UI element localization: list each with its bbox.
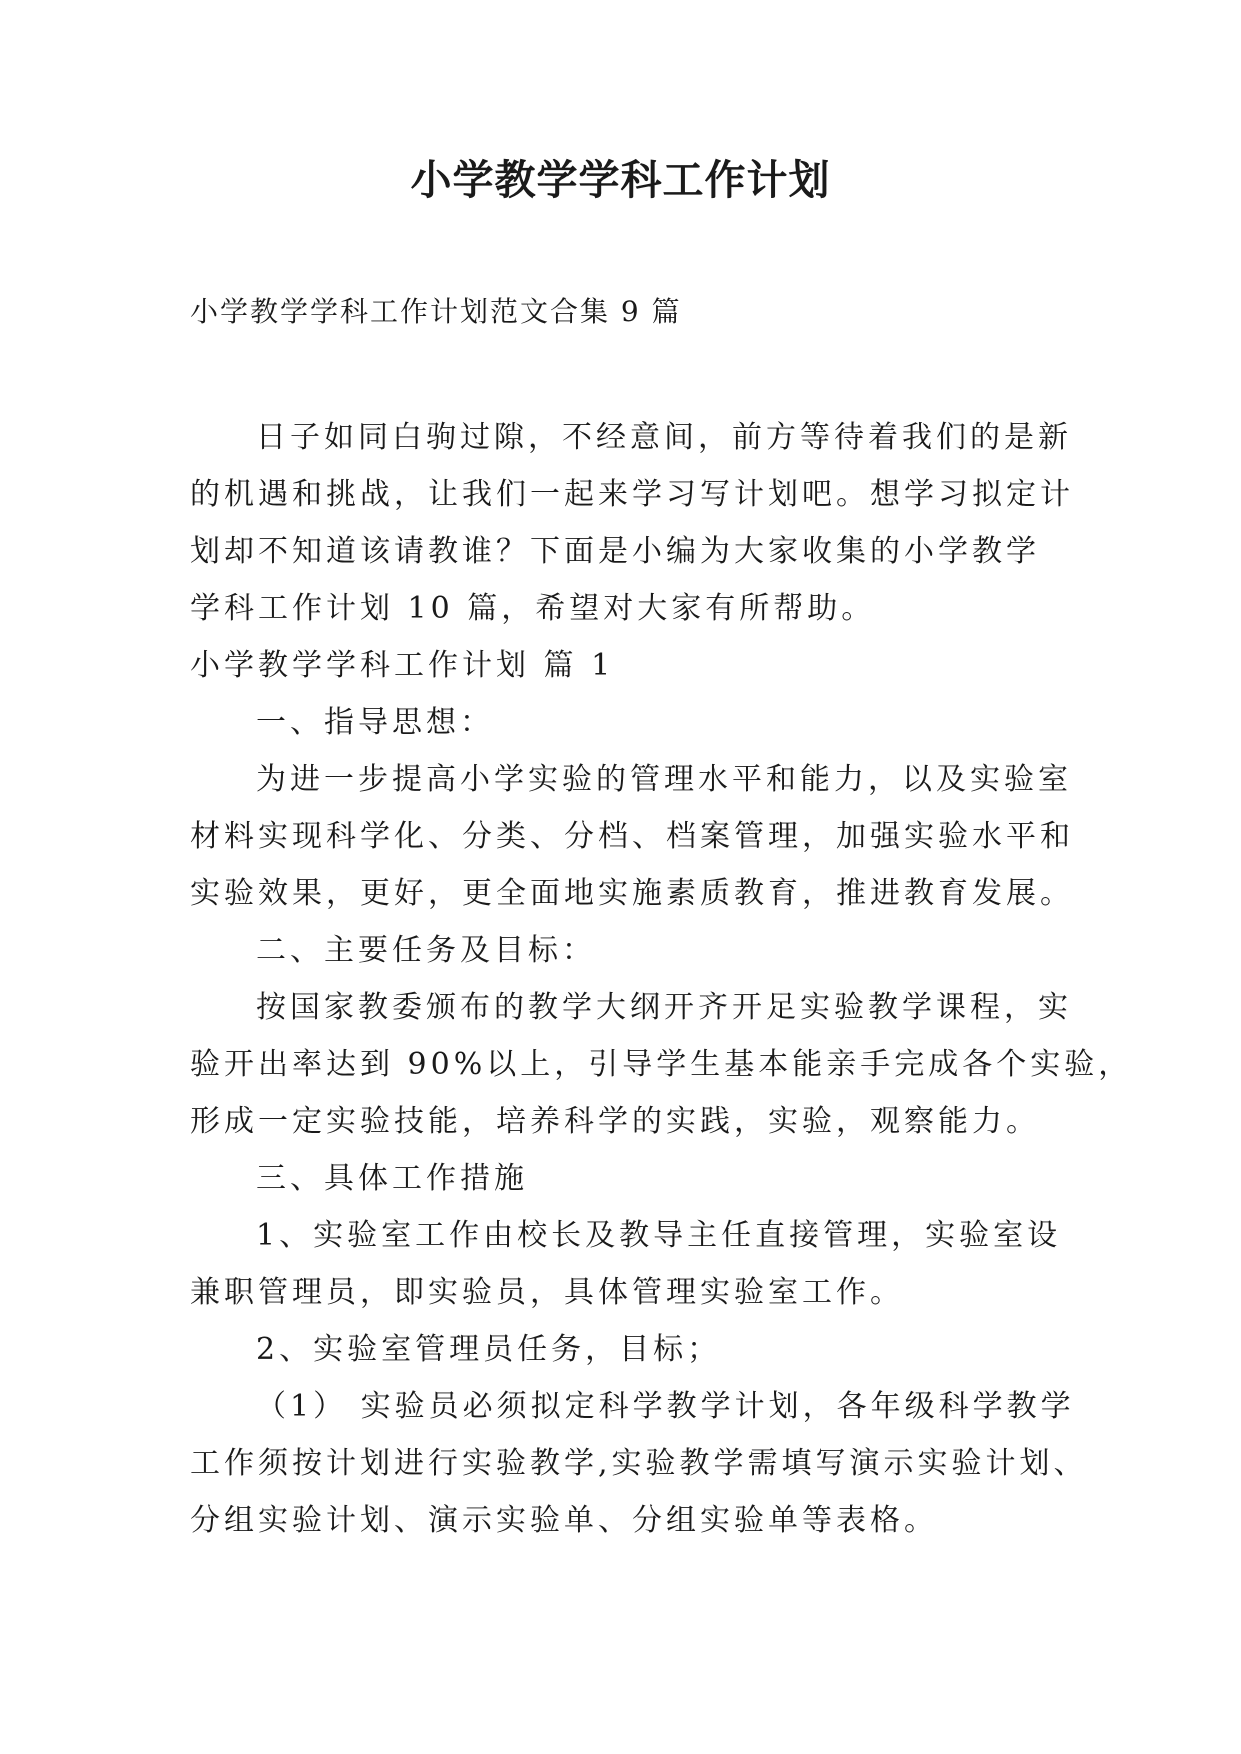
paragraph-line: 工作须按计划进行实验教学,实验教学需填写演示实验计划、 xyxy=(190,1446,1088,1481)
paragraph-line: 日子如同白驹过隙，不经意间，前方等待着我们的是新 xyxy=(256,420,1072,455)
paragraph-line: 兼职管理员，即实验员，具体管理实验室工作。 xyxy=(190,1275,904,1310)
paragraph-line: 实验效果，更好，更全面地实施素质教育，推进教育发展。 xyxy=(190,876,1074,911)
subheading: 一、指导思想： xyxy=(256,705,494,740)
document-body xyxy=(190,409,1133,1549)
document-title: 小学教学学科工作计划 xyxy=(410,156,831,204)
subheading: 二、主要任务及目标： xyxy=(256,933,596,968)
paragraph-line: 2、实验室管理员任务，目标； xyxy=(256,1332,722,1367)
paragraph-line: 按国家教委颁布的教学大纲开齐开足实验教学课程，实 xyxy=(256,990,1072,1025)
paragraph-line: 学科工作计划 10 篇，希望对大家有所帮助。 xyxy=(190,591,876,626)
paragraph-line: 材料实现科学化、分类、分档、档案管理，加强实验水平和 xyxy=(190,819,1074,854)
subheading: 三、具体工作措施 xyxy=(256,1161,528,1196)
paragraph-line: 验开出率达到 90%以上，引导学生基本能亲手完成各个实验， xyxy=(190,1047,1133,1082)
paragraph-line: （1） 实验员必须拟定科学教学计划，各年级科学教学 xyxy=(256,1389,1075,1424)
section-heading: 小学教学学科工作计划 篇 1 xyxy=(190,648,615,683)
paragraph-line: 1、实验室工作由校长及教导主任直接管理，实验室设 xyxy=(256,1218,1062,1253)
paragraph-line: 划却不知道该请教谁？下面是小编为大家收集的小学教学 xyxy=(190,534,1040,569)
paragraph-line: 形成一定实验技能，培养科学的实践，实验，观察能力。 xyxy=(190,1104,1040,1139)
document-subtitle: 小学教学学科工作计划范文合集 9 篇 xyxy=(190,295,682,328)
paragraph-line: 的机遇和挑战，让我们一起来学习写计划吧。想学习拟定计 xyxy=(190,477,1074,512)
paragraph-line: 为进一步提高小学实验的管理水平和能力，以及实验室 xyxy=(256,762,1072,797)
paragraph-line: 分组实验计划、演示实验单、分组实验单等表格。 xyxy=(190,1503,938,1538)
